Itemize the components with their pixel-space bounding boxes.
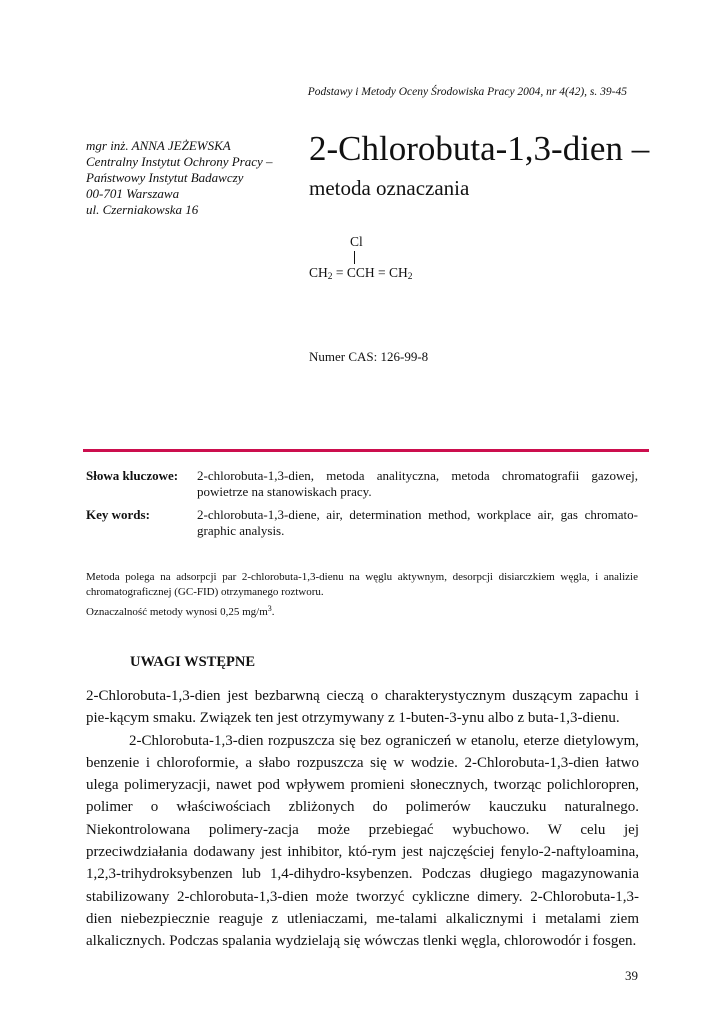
- body-text: [86, 685, 639, 953]
- formula-substituent: Cl: [350, 234, 363, 249]
- keywords-pl-label: Słowa kluczowe:: [86, 468, 179, 483]
- divider-rule: [83, 449, 649, 452]
- page-number: 39: [625, 968, 638, 983]
- author-block: [86, 138, 306, 218]
- formula-middle: = CCH = CH: [332, 265, 408, 280]
- journal-citation: Podstawy i Metody Oceny Środowiska Pracy 2004, nr 4(42), s. 39-45: [307, 86, 627, 98]
- section-heading: UWAGI WSTĘPNE: [130, 654, 256, 670]
- detection-limit-text: Oznaczalność metody wynosi 0,25 mg/m: [86, 606, 268, 618]
- structural-formula: [309, 234, 509, 294]
- author-postcode: 00-701 Warszawa: [86, 186, 180, 201]
- author-institute-2: Państwowy Instytut Badawczy: [86, 170, 244, 185]
- keywords-pl-text: 2-chlorobuta-1,3-dien, metoda analityczna, metoda chromatografii gazowej, powietrze na stanowiskach pracy.: [197, 468, 638, 499]
- formula-subscript-right: 2: [407, 272, 413, 282]
- detection-limit-sup: 3: [267, 604, 272, 613]
- paragraph: 2-Chlorobuta-1,3-dien jest bezbarwną cieczą o charakterystycznym duszącym zapachu i pie-kącym smaku. Związek ten jest otrzymywany z 1-buten-3-ynu albo z buta-1,3-dienu.: [86, 688, 639, 727]
- formula-line: [309, 265, 413, 281]
- formula-subscript-left: 2: [327, 272, 333, 282]
- formula-bond: [354, 251, 355, 264]
- keywords-en-text: 2-chlorobuta-1,3-diene, air, determination method, workplace air, gas chromato-graphic analysis.: [197, 507, 638, 538]
- author-institute: Centralny Instytut Ochrony Pracy –: [86, 154, 273, 169]
- formula-ch2-left: CH: [309, 265, 328, 280]
- cas-number: Numer CAS: 126-99-8: [309, 349, 429, 364]
- paragraph: 2-Chlorobuta-1,3-dien rozpuszcza się bez ograniczeń w etanolu, eterze dietylowym, benzenie i chloroformie, a słabo rozpuszcza się w wodzie. 2-Chlorobuta-1,3-dien łatwo ulega polimeryzacji, nawet pod wpływem promieni słonecznych, tworząc polichloropren, polimer o właściwościach zbliżonych do polimerów kauczuku naturalnego. Niekontrolowana polimery-zacja może przebiegać wybuchowo. W celu jej przeciwdziałania dodawany jest inhibitor, któ-rym jest najczęściej fenylo-2-naftyloamina, 1,2,3-trihydroksybenzen lub 1,4-dihydro-ksybenzen. Podczas długiego magazynowania stabilizowany 2-chlorobuta-1,3-dien może tworzyć cykliczne dimery. 2-Chlorobuta-1,3-dien niebezpiecznie reaguje z utleniaczami, me-talami alkalicznymi i metalami ziem alkalicznych. Podczas spalania wydzielają się wówczas tlenki węgla, chlorowodór i fosgen.: [86, 732, 639, 950]
- abstract-text: Metoda polega na adsorpcji par 2-chlorobuta-1,3-dienu na węglu aktywnym, desorpcji disiarczkiem węgla, i analizie chromatograficznej (GC-FID) otrzymanego roztworu.: [86, 571, 638, 598]
- author-street: ul. Czerniakowska 16: [86, 202, 199, 217]
- keywords-en-label: Key words:: [86, 507, 150, 522]
- page-title: 2-Chlorobuta-1,3-dien –: [309, 129, 650, 168]
- detection-limit: [86, 606, 275, 618]
- page-subtitle: metoda oznaczania: [309, 176, 470, 200]
- detection-limit-suffix: .: [271, 606, 275, 618]
- author-name: mgr inż. ANNA JEŻEWSKA: [86, 138, 231, 153]
